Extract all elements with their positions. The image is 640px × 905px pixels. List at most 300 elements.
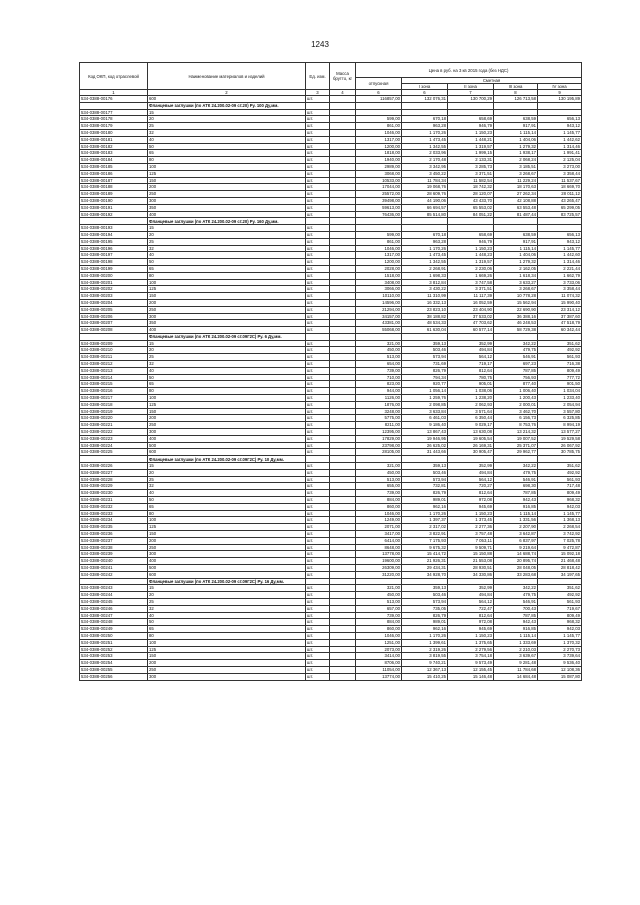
item-code: 534-0388-00225	[80, 449, 148, 456]
table-row	[80, 422, 582, 429]
item-price: 2 277,36	[448, 524, 494, 531]
empty-cell	[306, 102, 330, 109]
item-price: 1 145,77	[538, 245, 582, 252]
item-price: 3 639,67	[494, 653, 538, 660]
item-price: 739,00	[356, 612, 402, 619]
item-mass	[330, 299, 356, 306]
item-unit: шт.	[306, 327, 330, 334]
item-price: 2 000,01	[494, 401, 538, 408]
item-price: 34157,00	[356, 313, 402, 320]
item-unit: шт.	[306, 483, 330, 490]
item-price: 561,93	[538, 598, 582, 605]
item-size: 80	[148, 632, 306, 639]
item-size: 25	[148, 598, 306, 605]
empty-cell	[538, 333, 582, 340]
item-price: 494,84	[448, 347, 494, 354]
item-unit: шт.	[306, 476, 330, 483]
item-code: 534-0388-00246	[80, 605, 148, 612]
item-mass	[330, 340, 356, 347]
item-price: 18 742,32	[448, 184, 494, 191]
item-price: 1 442,60	[538, 252, 582, 259]
table-row	[80, 306, 582, 313]
section-title: Фланцевые заглушки (по АТК 24.200.02-09 ст.20) Ру. 100 Ду,мм.	[148, 102, 306, 109]
item-price: 1 319,57	[448, 143, 494, 150]
item-mass	[330, 123, 356, 130]
empty-cell	[402, 218, 448, 225]
item-size: 50	[148, 259, 306, 266]
table-row	[80, 136, 582, 143]
section-code-cell	[80, 333, 148, 340]
item-price: 735,05	[402, 605, 448, 612]
item-price: 60 342,44	[538, 327, 582, 334]
item-code: 534-0388-00181	[80, 136, 148, 143]
item-code: 534-0388-00184	[80, 157, 148, 164]
item-price: 1 115,14	[494, 510, 538, 517]
item-price: 1 698,33	[402, 272, 448, 279]
item-price	[494, 109, 538, 116]
header-release: отпускная	[356, 78, 402, 90]
item-price: 1 259,76	[402, 395, 448, 402]
item-price: 450,00	[356, 469, 402, 476]
item-price: 9 536,40	[538, 660, 582, 667]
item-code: 534-0388-00217	[80, 395, 148, 402]
table-row	[80, 395, 582, 402]
item-price: 3 557,80	[538, 408, 582, 415]
item-price: 1818,00	[356, 150, 402, 157]
item-price: 2 033,96	[402, 150, 448, 157]
item-code: 534-0388-00188	[80, 184, 148, 191]
item-size: 200	[148, 537, 306, 544]
item-price: 14 684,48	[494, 673, 538, 680]
item-price: 492,92	[538, 592, 582, 599]
item-mass	[330, 374, 356, 381]
item-price: 26 169,31	[448, 442, 494, 449]
item-price: 18 170,63	[494, 184, 538, 191]
item-price: 943,12	[538, 238, 582, 245]
item-code: 534-0388-00178	[80, 116, 148, 123]
empty-cell	[448, 333, 494, 340]
item-price: 13 214,32	[494, 429, 538, 436]
item-price: 826,79	[402, 612, 448, 619]
item-price: 2071,00	[356, 524, 402, 531]
item-mass	[330, 653, 356, 660]
item-code: 534-0388-00219	[80, 408, 148, 415]
item-mass	[330, 177, 356, 184]
item-price: 1 115,14	[494, 632, 538, 639]
item-unit: шт.	[306, 558, 330, 565]
item-mass	[330, 422, 356, 429]
item-code: 534-0388-00195	[80, 238, 148, 245]
item-size: 200	[148, 299, 306, 306]
item-code: 534-0388-00223	[80, 435, 148, 442]
item-size: 15	[148, 109, 306, 116]
item-price: 23798,00	[356, 442, 402, 449]
item-price: 1 170,26	[402, 129, 448, 136]
item-price: 76436,00	[356, 211, 402, 218]
item-price: 826,79	[402, 367, 448, 374]
table-row	[80, 191, 582, 198]
empty-cell	[448, 578, 494, 585]
item-price: 321,00	[356, 463, 402, 470]
empty-cell	[356, 333, 402, 340]
item-price: 670,18	[402, 231, 448, 238]
item-price: 2 268,91	[402, 265, 448, 272]
item-price: 9 219,64	[494, 544, 538, 551]
item-price: 34 330,86	[448, 571, 494, 578]
empty-cell	[306, 218, 330, 225]
item-price: 1317,00	[356, 136, 402, 143]
item-price: 20 895,74	[494, 558, 538, 565]
item-size: 600	[148, 96, 306, 103]
item-price: 503,46	[402, 469, 448, 476]
table-row	[80, 252, 582, 259]
item-price: 2 317,02	[402, 524, 448, 531]
item-size: 250	[148, 666, 306, 673]
item-price: 698,30	[494, 483, 538, 490]
item-size: 300	[148, 313, 306, 320]
column-number: 3	[306, 90, 330, 96]
item-price: 3 757,48	[448, 531, 494, 538]
table-row	[80, 564, 582, 571]
item-unit: шт.	[306, 109, 330, 116]
item-price: 513,00	[356, 354, 402, 361]
item-size: 65	[148, 265, 306, 272]
item-code: 534-0388-00251	[80, 639, 148, 646]
item-unit: шт.	[306, 401, 330, 408]
item-price: 9 740,21	[402, 660, 448, 667]
item-unit: шт.	[306, 272, 330, 279]
item-code: 534-0388-00199	[80, 265, 148, 272]
item-price: 28 011,12	[538, 191, 582, 198]
item-size: 250	[148, 544, 306, 551]
column-number: 8	[494, 90, 538, 96]
table-row	[80, 340, 582, 347]
empty-cell	[356, 102, 402, 109]
item-price: 2 068,24	[494, 157, 538, 164]
empty-cell	[448, 218, 494, 225]
item-mass	[330, 490, 356, 497]
item-price: 962,16	[402, 503, 448, 510]
item-price: 1 314,46	[538, 259, 582, 266]
item-mass	[330, 388, 356, 395]
item-price: 34 197,65	[538, 571, 582, 578]
item-size: 32	[148, 605, 306, 612]
item-code: 534-0388-00216	[80, 388, 148, 395]
item-price: 12 367,13	[402, 666, 448, 673]
column-number: 2	[148, 90, 306, 96]
item-price: 28 120,07	[448, 191, 494, 198]
empty-cell	[448, 456, 494, 463]
item-price: 573,94	[402, 598, 448, 605]
item-unit: шт.	[306, 354, 330, 361]
item-unit: шт.	[306, 177, 330, 184]
item-code: 534-0388-00211	[80, 354, 148, 361]
item-price: 19 068,76	[402, 184, 448, 191]
item-price	[494, 225, 538, 232]
item-price: 3417,00	[356, 531, 402, 538]
item-size: 25	[148, 476, 306, 483]
item-size: 125	[148, 170, 306, 177]
item-size: 400	[148, 558, 306, 565]
item-unit: шт.	[306, 96, 330, 103]
header-zone1: I зона	[402, 84, 448, 90]
item-unit: шт.	[306, 449, 330, 456]
item-price: 81 487,44	[494, 211, 538, 218]
item-price: 10110,00	[356, 293, 402, 300]
item-code: 534-0388-00230	[80, 490, 148, 497]
item-price: 1046,00	[356, 510, 402, 517]
item-price: 11 784,34	[402, 177, 448, 184]
item-mass	[330, 279, 356, 286]
table-row	[80, 388, 582, 395]
item-price: 1 399,61	[402, 639, 448, 646]
item-unit: шт.	[306, 191, 330, 198]
item-size: 250	[148, 306, 306, 313]
item-unit: шт.	[306, 646, 330, 653]
empty-cell	[306, 333, 330, 340]
item-price: 599,00	[356, 231, 402, 238]
item-price	[538, 109, 582, 116]
item-price: 513,00	[356, 598, 402, 605]
item-unit: шт.	[306, 150, 330, 157]
item-price: 877,40	[494, 381, 538, 388]
table-row	[80, 245, 582, 252]
item-size: 50	[148, 619, 306, 626]
item-unit: шт.	[306, 612, 330, 619]
item-unit: шт.	[306, 666, 330, 673]
item-unit: шт.	[306, 252, 330, 259]
item-price: 3 450,22	[402, 170, 448, 177]
item-price: 968,32	[538, 619, 582, 626]
item-price: 809,49	[538, 612, 582, 619]
table-row	[80, 646, 582, 653]
item-price: 6414,00	[356, 537, 402, 544]
item-code: 534-0388-00194	[80, 231, 148, 238]
item-code: 534-0388-00196	[80, 245, 148, 252]
item-price: 21 468,48	[538, 558, 582, 565]
item-price: 16 052,59	[448, 299, 494, 306]
item-price: 42 108,88	[494, 197, 538, 204]
item-price: 15 562,94	[494, 299, 538, 306]
item-mass	[330, 476, 356, 483]
item-unit: шт.	[306, 340, 330, 347]
item-price: 658,69	[448, 116, 494, 123]
item-price: 6 837,97	[494, 537, 538, 544]
item-price: 780,75	[448, 374, 494, 381]
item-price: 351,62	[538, 463, 582, 470]
item-code: 534-0388-00190	[80, 197, 148, 204]
table-row	[80, 673, 582, 680]
item-mass	[330, 265, 356, 272]
item-price: 6 325,85	[538, 415, 582, 422]
item-unit: шт.	[306, 184, 330, 191]
table-row	[80, 204, 582, 211]
item-price: 756,93	[494, 374, 538, 381]
item-mass	[330, 136, 356, 143]
table-row	[80, 293, 582, 300]
item-price: 546,91	[494, 476, 538, 483]
item-price: 6 350,44	[448, 415, 494, 422]
item-mass	[330, 395, 356, 402]
item-mass	[330, 184, 356, 191]
empty-cell	[494, 456, 538, 463]
item-price: 573,94	[402, 476, 448, 483]
item-size: 40	[148, 136, 306, 143]
item-price: 28 609,76	[402, 191, 448, 198]
table-row	[80, 544, 582, 551]
item-size: 32	[148, 361, 306, 368]
item-code: 534-0388-00252	[80, 646, 148, 653]
item-price: 3 268,67	[494, 170, 538, 177]
item-price: 65 299,05	[538, 204, 582, 211]
item-unit: шт.	[306, 286, 330, 293]
table-row	[80, 197, 582, 204]
item-mass	[330, 463, 356, 470]
item-price: 1046,00	[356, 632, 402, 639]
table-row	[80, 225, 582, 232]
item-price: 15 410,25	[402, 673, 448, 680]
item-price: 1 331,56	[494, 517, 538, 524]
item-price: 1 342,55	[402, 259, 448, 266]
table-row	[80, 109, 582, 116]
item-mass	[330, 619, 356, 626]
item-price: 809,49	[538, 490, 582, 497]
section-title: Фланцевые заглушки (по АТК 24.200.02-09 ст.09Г2С) Ру. 16 Ду,мм.	[148, 578, 306, 585]
table-row	[80, 299, 582, 306]
item-price: 3248,00	[356, 408, 402, 415]
item-mass	[330, 293, 356, 300]
item-price: 942,43	[494, 497, 538, 504]
item-code: 534-0388-00239	[80, 551, 148, 558]
item-price: 656,13	[538, 116, 582, 123]
item-price: 65 553,02	[448, 204, 494, 211]
item-price: 23 404,90	[448, 306, 494, 313]
item-price: 59613,00	[356, 204, 402, 211]
item-unit: шт.	[306, 163, 330, 170]
item-price: 25572,00	[356, 191, 402, 198]
table-row	[80, 524, 582, 531]
item-price: 7 025,78	[538, 537, 582, 544]
item-price: 943,12	[538, 123, 582, 130]
item-price: 12 108,36	[538, 666, 582, 673]
item-mass	[330, 367, 356, 374]
item-price: 1 233,40	[538, 395, 582, 402]
item-mass	[330, 109, 356, 116]
item-mass	[330, 354, 356, 361]
item-mass	[330, 639, 356, 646]
item-price: 809,49	[538, 367, 582, 374]
item-mass	[330, 612, 356, 619]
item-code: 534-0388-00212	[80, 361, 148, 368]
item-size: 15	[148, 585, 306, 592]
item-price: 48 534,33	[402, 320, 448, 327]
item-unit: шт.	[306, 225, 330, 232]
item-price: 25 371,07	[494, 442, 538, 449]
column-number: 7	[448, 90, 494, 96]
item-price: 47 703,62	[448, 320, 494, 327]
item-price	[402, 109, 448, 116]
item-price: 656,13	[538, 231, 582, 238]
item-unit: шт.	[306, 429, 330, 436]
item-unit: шт.	[306, 415, 330, 422]
item-price: 1 404,06	[494, 252, 538, 259]
item-mass	[330, 245, 356, 252]
item-price: 351,62	[538, 340, 582, 347]
item-price: 1251,00	[356, 639, 402, 646]
item-code: 534-0388-00201	[80, 279, 148, 286]
table-row	[80, 503, 582, 510]
item-price: 130 700,29	[448, 96, 494, 103]
item-price: 3 358,44	[538, 286, 582, 293]
item-price: 860,00	[356, 503, 402, 510]
item-price: 861,00	[356, 238, 402, 245]
table-row	[80, 211, 582, 218]
table-row	[80, 660, 582, 667]
item-price: 787,85	[494, 367, 538, 374]
item-unit: шт.	[306, 367, 330, 374]
item-code: 534-0388-00249	[80, 626, 148, 633]
item-mass	[330, 150, 356, 157]
item-size: 300	[148, 551, 306, 558]
item-size: 40	[148, 367, 306, 374]
item-price: 3 747,58	[448, 279, 494, 286]
item-price: 28 818,42	[538, 564, 582, 571]
item-price: 1046,00	[356, 129, 402, 136]
item-price: 3 430,22	[402, 286, 448, 293]
table-body	[80, 96, 582, 681]
item-mass	[330, 660, 356, 667]
item-price: 450,00	[356, 592, 402, 599]
item-price: 3 462,70	[494, 408, 538, 415]
item-price: 22 690,90	[494, 306, 538, 313]
table-row	[80, 551, 582, 558]
item-price: 11 310,99	[402, 293, 448, 300]
item-price: 945,69	[448, 503, 494, 510]
item-price: 3 633,27	[494, 279, 538, 286]
item-price: 1 115,14	[494, 245, 538, 252]
table-row	[80, 279, 582, 286]
item-price: 2 207,90	[494, 524, 538, 531]
item-price: 546,91	[494, 598, 538, 605]
item-unit: шт.	[306, 116, 330, 123]
item-price: 9 029,17	[448, 422, 494, 429]
table-row	[80, 490, 582, 497]
item-price: 26309,00	[356, 564, 402, 571]
item-price	[356, 109, 402, 116]
item-price: 15 146,48	[448, 673, 494, 680]
item-price: 3414,00	[356, 653, 402, 660]
item-code: 534-0388-00214	[80, 374, 148, 381]
item-price: 21 553,08	[448, 558, 494, 565]
item-price: 8 753,76	[494, 422, 538, 429]
item-price: 963,28	[402, 123, 448, 130]
item-price: 1 373,45	[448, 517, 494, 524]
item-size: 500	[148, 564, 306, 571]
column-number: 6	[356, 90, 402, 96]
table-row	[80, 286, 582, 293]
item-price: 884,00	[356, 497, 402, 504]
item-price: 670,18	[402, 116, 448, 123]
item-price: 494,84	[448, 592, 494, 599]
item-price: 2 230,06	[448, 265, 494, 272]
item-mass	[330, 429, 356, 436]
item-unit: шт.	[306, 626, 330, 633]
item-price: 66 694,57	[402, 204, 448, 211]
item-size: 50	[148, 143, 306, 150]
item-price: 2 268,54	[538, 524, 582, 531]
section-title: Фланцевые заглушки (по АТК 24.200.02-09 ст.09Г2С) Ру. 10 Ду,мм.	[148, 456, 306, 463]
item-code: 534-0388-00177	[80, 109, 148, 116]
